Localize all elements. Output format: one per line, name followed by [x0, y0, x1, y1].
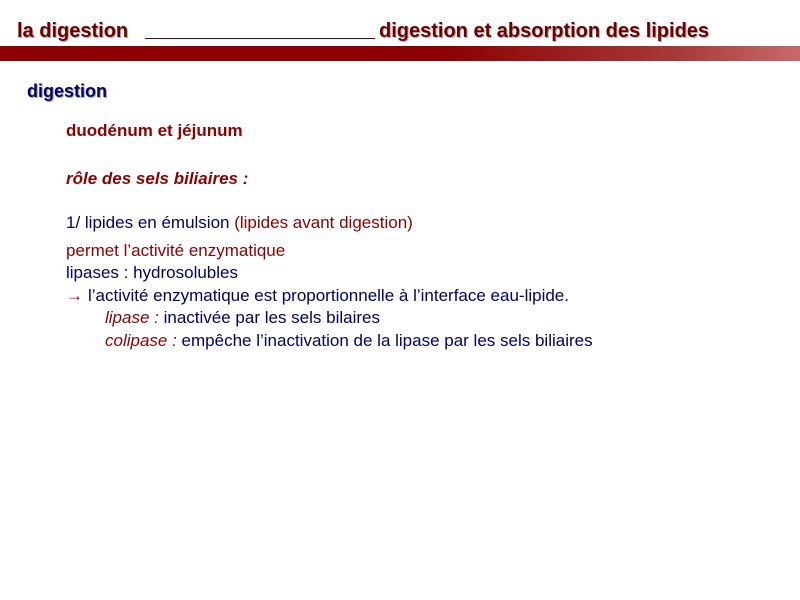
- subheading: duodénum et jéjunum: [66, 121, 243, 140]
- line-colipase: [105, 330, 593, 352]
- line-proportional: [66, 285, 569, 307]
- point-1-suffix: (lipides avant digestion): [229, 213, 413, 232]
- line-enzyme: permet l’activité enzymatique: [66, 241, 286, 260]
- header-right-title: digestion et absorption des lipides: [379, 20, 710, 42]
- line-proportional-text: l’activité enzymatique est proportionnelle à l’interface eau-lipide.: [88, 286, 569, 305]
- point-1: [66, 212, 413, 234]
- header-left-title: la digestion: [17, 20, 129, 42]
- role-title: rôle des sels biliaires :: [66, 169, 249, 188]
- right-arrow-icon: →: [66, 286, 83, 305]
- header-gradient-bar: [0, 46, 800, 61]
- section-heading: digestion: [27, 81, 107, 101]
- lipase-desc: inactivée par les sels bilaires: [158, 308, 380, 327]
- header-title-rule: [145, 38, 375, 39]
- slide-header: [0, 0, 800, 62]
- point-1-prefix: 1/ lipides en émulsion: [66, 213, 230, 232]
- lipase-term: lipase :: [105, 308, 159, 327]
- line-lipases: lipases : hydrosolubles: [66, 263, 238, 282]
- colipase-term: colipase :: [105, 331, 177, 350]
- line-lipase: [105, 307, 380, 329]
- colipase-desc: empêche l’inactivation de la lipase par les sels biliaires: [176, 331, 593, 350]
